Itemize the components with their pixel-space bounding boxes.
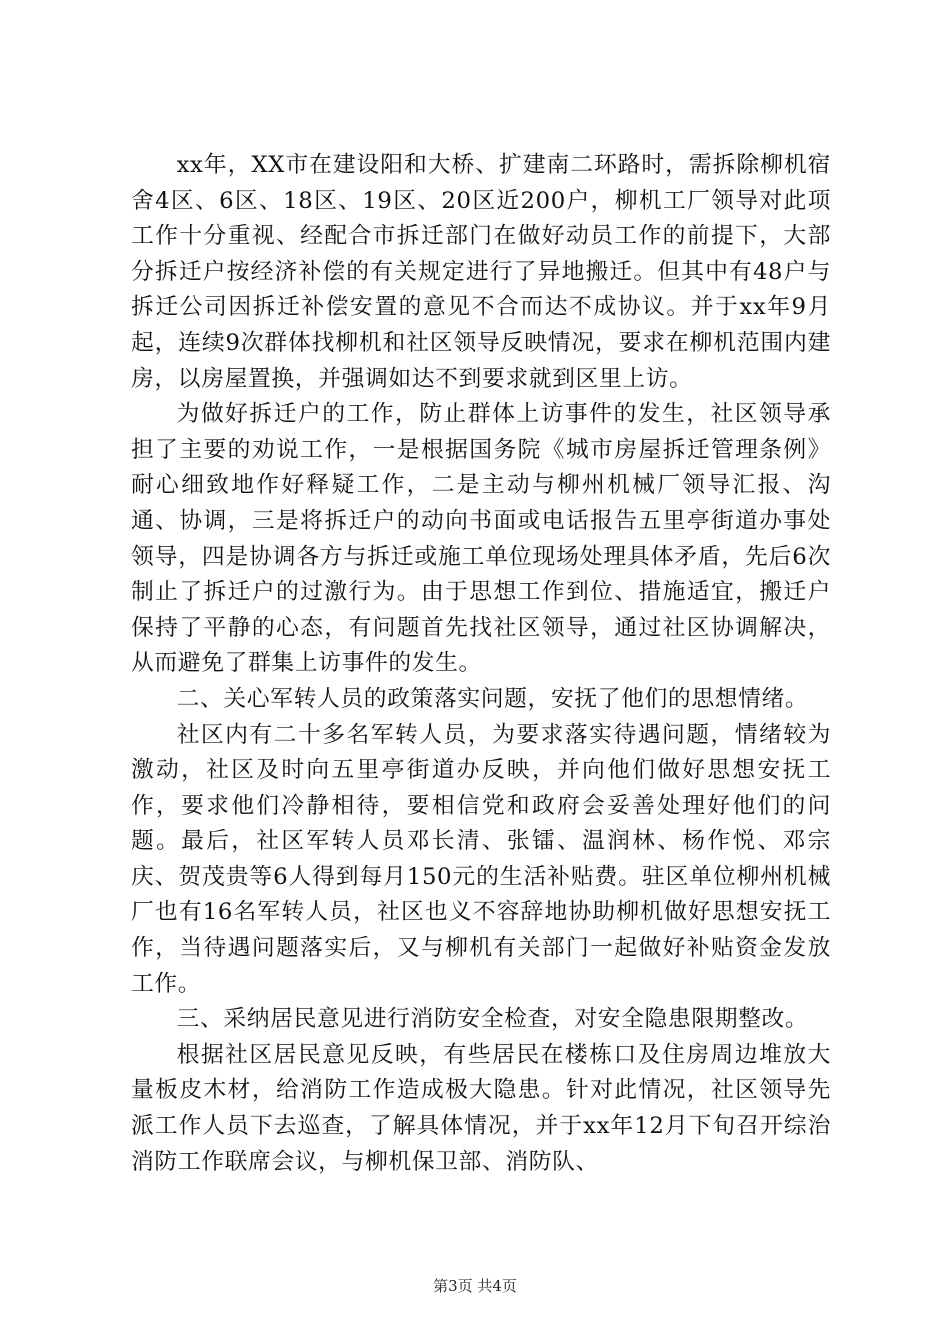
section-heading-veterans: 二、关心军转人员的政策落实问题，安抚了他们的思想情绪。 [176,685,809,712]
paragraph-fire-safety: 根据社区居民意见反映，有些居民在楼栋口及住房周边堆放大量板皮木材，给消防工作造成极大隐患。针对此情况，社区领导先派工作人员下去巡查，了解具体情况，并于xx年12月下旬召开综治消防工作联席会议，与柳机保卫部、消防队、 [131,1041,831,1175]
section-heading-fire-safety: 三、采纳居民意见进行消防安全检查，对安全隐患限期整改。 [176,1006,809,1033]
paragraph-veterans: 社区内有二十多名军转人员，为要求落实待遇问题，情绪较为激动，社区及时向五里亭街道办反映，并向他们做好思想安抚工作，要求他们冷静相待，要相信党和政府会妥善处理好他们的问题。最后，社区军转人员邓长清、张镭、温润林、杨作悦、邓宗庆、贺茂贵等6人得到每月150元的生活补贴费。驻区单位柳州机械厂也有16名军转人员，社区也义不容辞地协助柳机做好思想安抚工作，当待遇问题落实后，又与柳机有关部门一起做好补贴资金发放工作。 [131,721,831,997]
paragraph-relocation-measures: 为做好拆迁户的工作，防止群体上访事件的发生，社区领导承担了主要的劝说工作，一是根据国务院《城市房屋拆迁管理条例》耐心细致地作好释疑工作，二是主动与柳州机械厂领导汇报、沟通、协调，三是将拆迁户的动向书面或电话报告五里亭街道办事处领导，四是协调各方与拆迁或施工单位现场处理具体矛盾，先后6次制止了拆迁户的过激行为。由于思想工作到位、措施适宜，搬迁户保持了平静的心态，有问题首先找社区领导，通过社区协调解决，从而避免了群集上访事件的发生。 [131,401,831,677]
page-footer: 第3页 共4页 [433,1277,517,1295]
document-body [131,148,831,1180]
paragraph-relocation-background: xx年，XX市在建设阳和大桥、扩建南二环路时，需拆除柳机宿舍4区、6区、18区、19区、20区近200户，柳机工厂领导对此项工作十分重视、经配合市拆迁部门在做好动员工作的前提下，大部分拆迁户按经济补偿的有关规定进行了异地搬迁。但其中有48户与拆迁公司因拆迁补偿安置的意见不合而达不成协议。并于xx年9月起，连续9次群体找柳机和社区领导反映情况，要求在柳机范围内建房，以房屋置换，并强调如达不到要求就到区里上访。 [131,152,831,392]
